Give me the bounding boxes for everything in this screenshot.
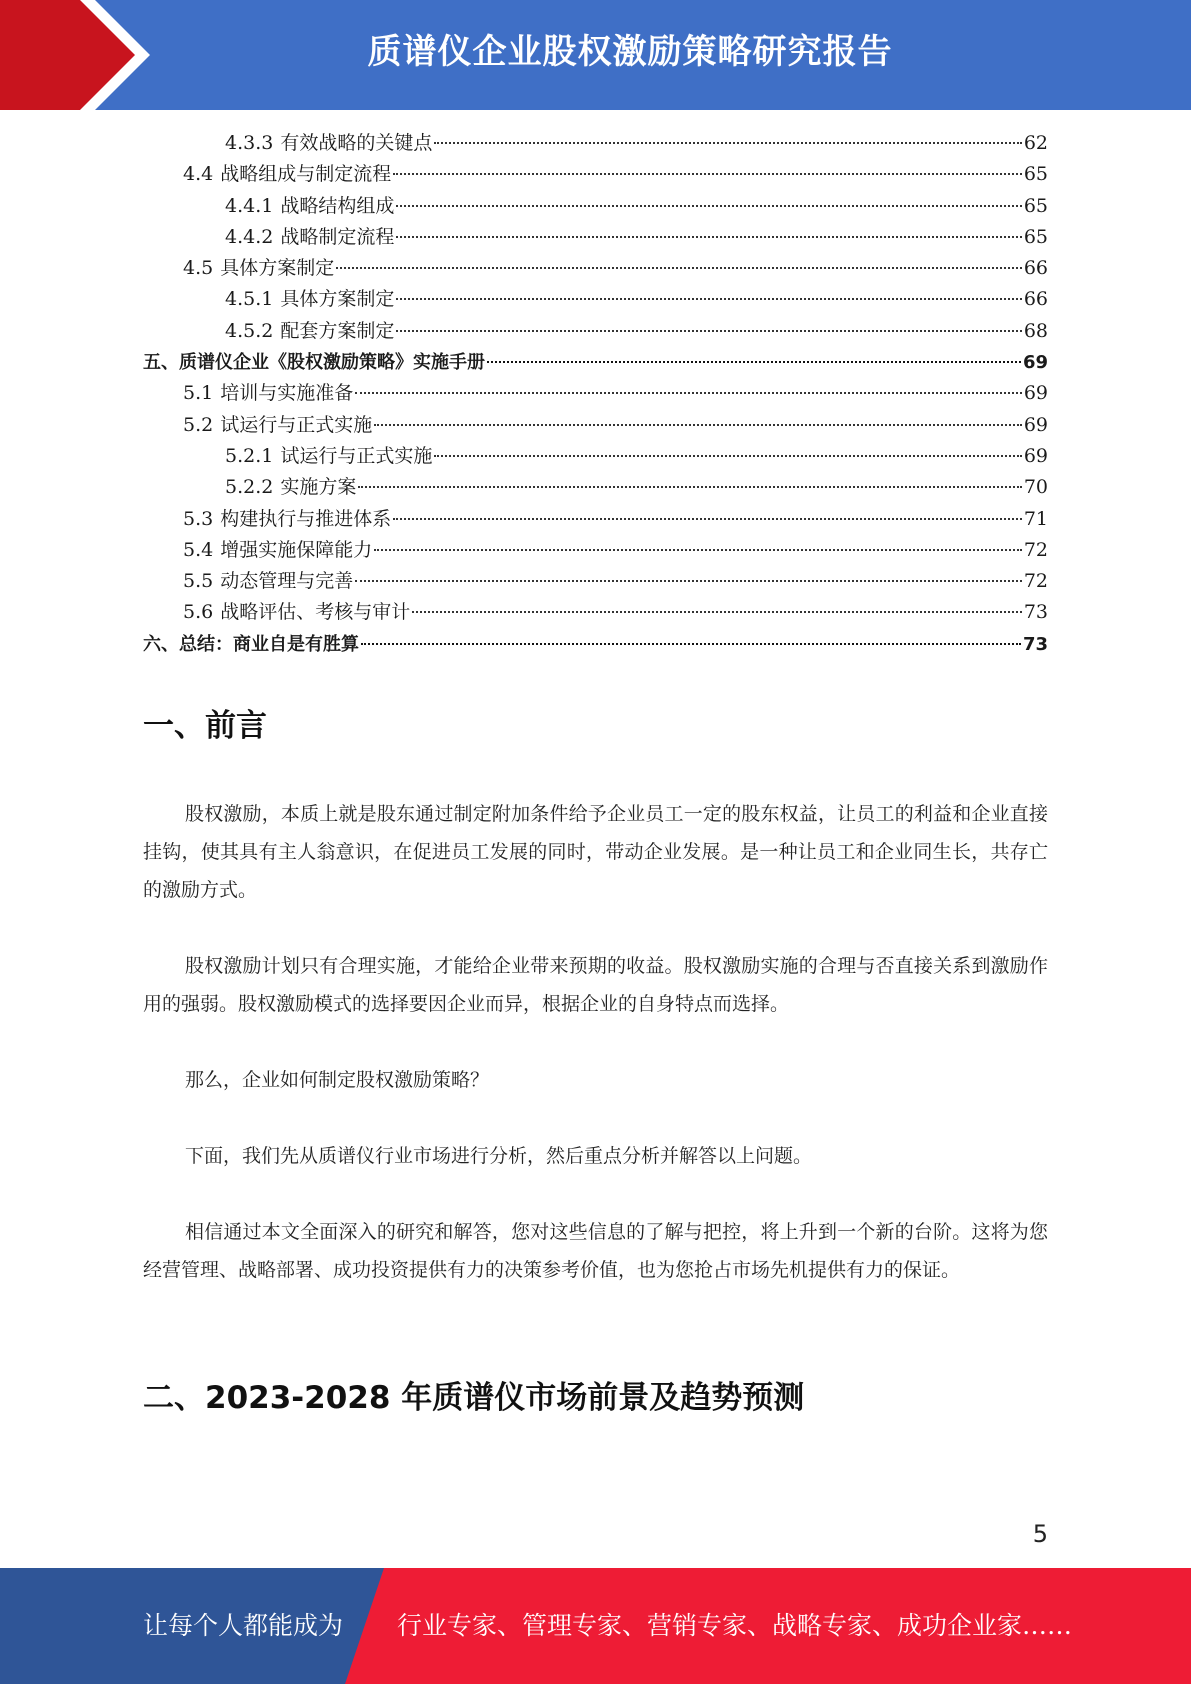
toc-entry[interactable] [143,629,1048,660]
toc-entry-page: 73 [1023,601,1048,624]
paragraph: 股权激励，本质上就是股东通过制定附加条件给予企业员工一定的股东权益，让员工的利益和企业直接挂钩，使其具有主人翁意识，在促进员工发展的同时，带动企业发展。是一种让员工和企业同生长，共存亡的激励方式。 [143,803,1048,901]
toc-entry-page: 69 [1023,444,1048,467]
toc-entry-label: 实施方案 [280,476,357,499]
toc-entry[interactable] [143,128,1048,159]
toc-entry-page: 70 [1023,476,1048,499]
toc-entry-number: 4.4 [183,163,214,186]
toc-entry-label: 试运行与正式实施 [220,413,373,436]
toc-entry-number: 5.3 [183,507,214,530]
toc-entry[interactable] [143,284,1048,315]
toc-entry-page: 72 [1023,538,1048,561]
paragraph: 相信通过本文全面深入的研究和解答，您对这些信息的了解与把控，将上升到一个新的台阶。这将为您经营管理、战略部署、成功投资提供有力的决策参考价值，也为您抢占市场先机提供有力的保证。 [143,1221,1048,1281]
toc-entry-label: 五、质谱仪企业《股权激励策略》实施手册 [143,352,485,374]
paragraph: 股权激励计划只有合理实施，才能给企业带来预期的收益。股权激励实施的合理与否直接关系到激励作用的强弱。股权激励模式的选择要因企业而异，根据企业的自身特点而选择。 [143,955,1048,1015]
toc-entry[interactable] [143,441,1048,472]
toc-entry-number: 4.3.3 [225,132,274,154]
toc-entry[interactable] [143,316,1048,347]
table-of-contents [143,128,1048,660]
toc-entry[interactable] [143,566,1048,597]
toc-dot-leader [336,267,1022,269]
toc-entry[interactable] [143,597,1048,628]
toc-entry-page: 66 [1023,288,1048,311]
toc-entry[interactable] [143,378,1048,409]
toc-dot-leader [374,549,1022,551]
toc-entry-number: 4.5.1 [225,288,274,311]
header-arrow-decoration [0,0,160,110]
toc-entry-number: 5.4 [183,538,214,561]
toc-entry[interactable] [143,535,1048,566]
report-title: 质谱仪企业股权激励策略研究报告 [367,32,893,72]
toc-entry-number: 5.6 [183,601,214,624]
toc-dot-leader [355,392,1022,394]
toc-entry-label: 战略组成与制定流程 [220,163,392,186]
toc-entry-label: 有效战略的关键点 [280,132,433,154]
toc-entry-number: 4.5.2 [225,319,274,342]
toc-entry-page: 65 [1023,163,1048,186]
toc-entry-page: 68 [1023,319,1048,342]
toc-entry-page: 69 [1023,382,1048,405]
toc-entry-label: 战略结构组成 [280,194,395,217]
toc-entry[interactable] [143,347,1048,378]
toc-dot-leader [412,611,1022,613]
toc-entry-page: 73 [1022,633,1048,655]
toc-entry-page: 69 [1023,413,1048,436]
toc-entry-label: 培训与实施准备 [220,382,354,405]
toc-entry-page: 72 [1023,570,1048,593]
toc-entry-number: 4.5 [183,257,214,280]
toc-entry-number: 4.4.1 [225,194,274,217]
toc-entry-label: 战略制定流程 [280,225,395,248]
toc-entry[interactable] [143,159,1048,190]
page-header [0,0,1191,110]
toc-dot-leader [396,330,1021,332]
toc-entry-number: 5.5 [183,570,214,593]
toc-entry-number: 5.2.2 [225,476,274,499]
toc-dot-leader [393,518,1022,520]
toc-entry-page: 69 [1022,352,1048,374]
toc-dot-leader [361,643,1021,645]
toc-entry[interactable] [143,410,1048,441]
toc-dot-leader [355,580,1022,582]
paragraph: 那么，企业如何制定股权激励策略？ [185,1069,490,1091]
page-footer [0,1568,1191,1684]
toc-entry-label: 动态管理与完善 [220,570,354,593]
toc-entry-number: 4.4.2 [225,225,274,248]
toc-entry-label: 六、总结：商业自是有胜算 [143,633,359,655]
toc-dot-leader [434,455,1021,457]
toc-entry-page: 62 [1023,132,1048,154]
toc-entry-page: 71 [1023,507,1048,530]
toc-entry-label: 增强实施保障能力 [220,538,373,561]
toc-entry-label: 战略评估、考核与审计 [220,601,411,624]
toc-entry-number: 5.2.1 [225,444,274,467]
footer-slogan-right: 行业专家、管理专家、营销专家、战略专家、成功企业家…… [397,1611,1073,1640]
section-heading-preface: 一、前言 [143,708,267,744]
toc-dot-leader [396,236,1021,238]
toc-entry-page: 66 [1023,257,1048,280]
toc-entry-label: 配套方案制定 [280,319,395,342]
toc-entry[interactable] [143,472,1048,503]
toc-entry-label: 具体方案制定 [220,257,335,280]
toc-entry-page: 65 [1023,194,1048,217]
page-number: 5 [1032,1520,1048,1548]
toc-entry-number: 5.1 [183,382,214,405]
toc-entry[interactable] [143,191,1048,222]
toc-dot-leader [396,205,1021,207]
footer-slogan-left: 让每个人都能成为 [143,1611,344,1640]
toc-dot-leader [396,298,1021,300]
toc-entry-label: 具体方案制定 [280,288,395,311]
toc-dot-leader [374,424,1022,426]
toc-dot-leader [358,486,1021,488]
toc-entry[interactable] [143,253,1048,284]
toc-entry-label: 试运行与正式实施 [280,444,433,467]
paragraph: 下面，我们先从质谱仪行业市场进行分析，然后重点分析并解答以上问题。 [185,1145,813,1167]
toc-entry[interactable] [143,222,1048,253]
toc-entry[interactable] [143,504,1048,535]
toc-dot-leader [393,173,1022,175]
toc-dot-leader [487,361,1021,363]
section-heading-market-forecast: 二、2023-2028 年质谱仪市场前景及趋势预测 [143,1380,805,1416]
toc-dot-leader [434,142,1021,144]
toc-entry-label: 构建执行与推进体系 [220,507,392,530]
toc-entry-page: 65 [1023,225,1048,248]
toc-entry-number: 5.2 [183,413,214,436]
